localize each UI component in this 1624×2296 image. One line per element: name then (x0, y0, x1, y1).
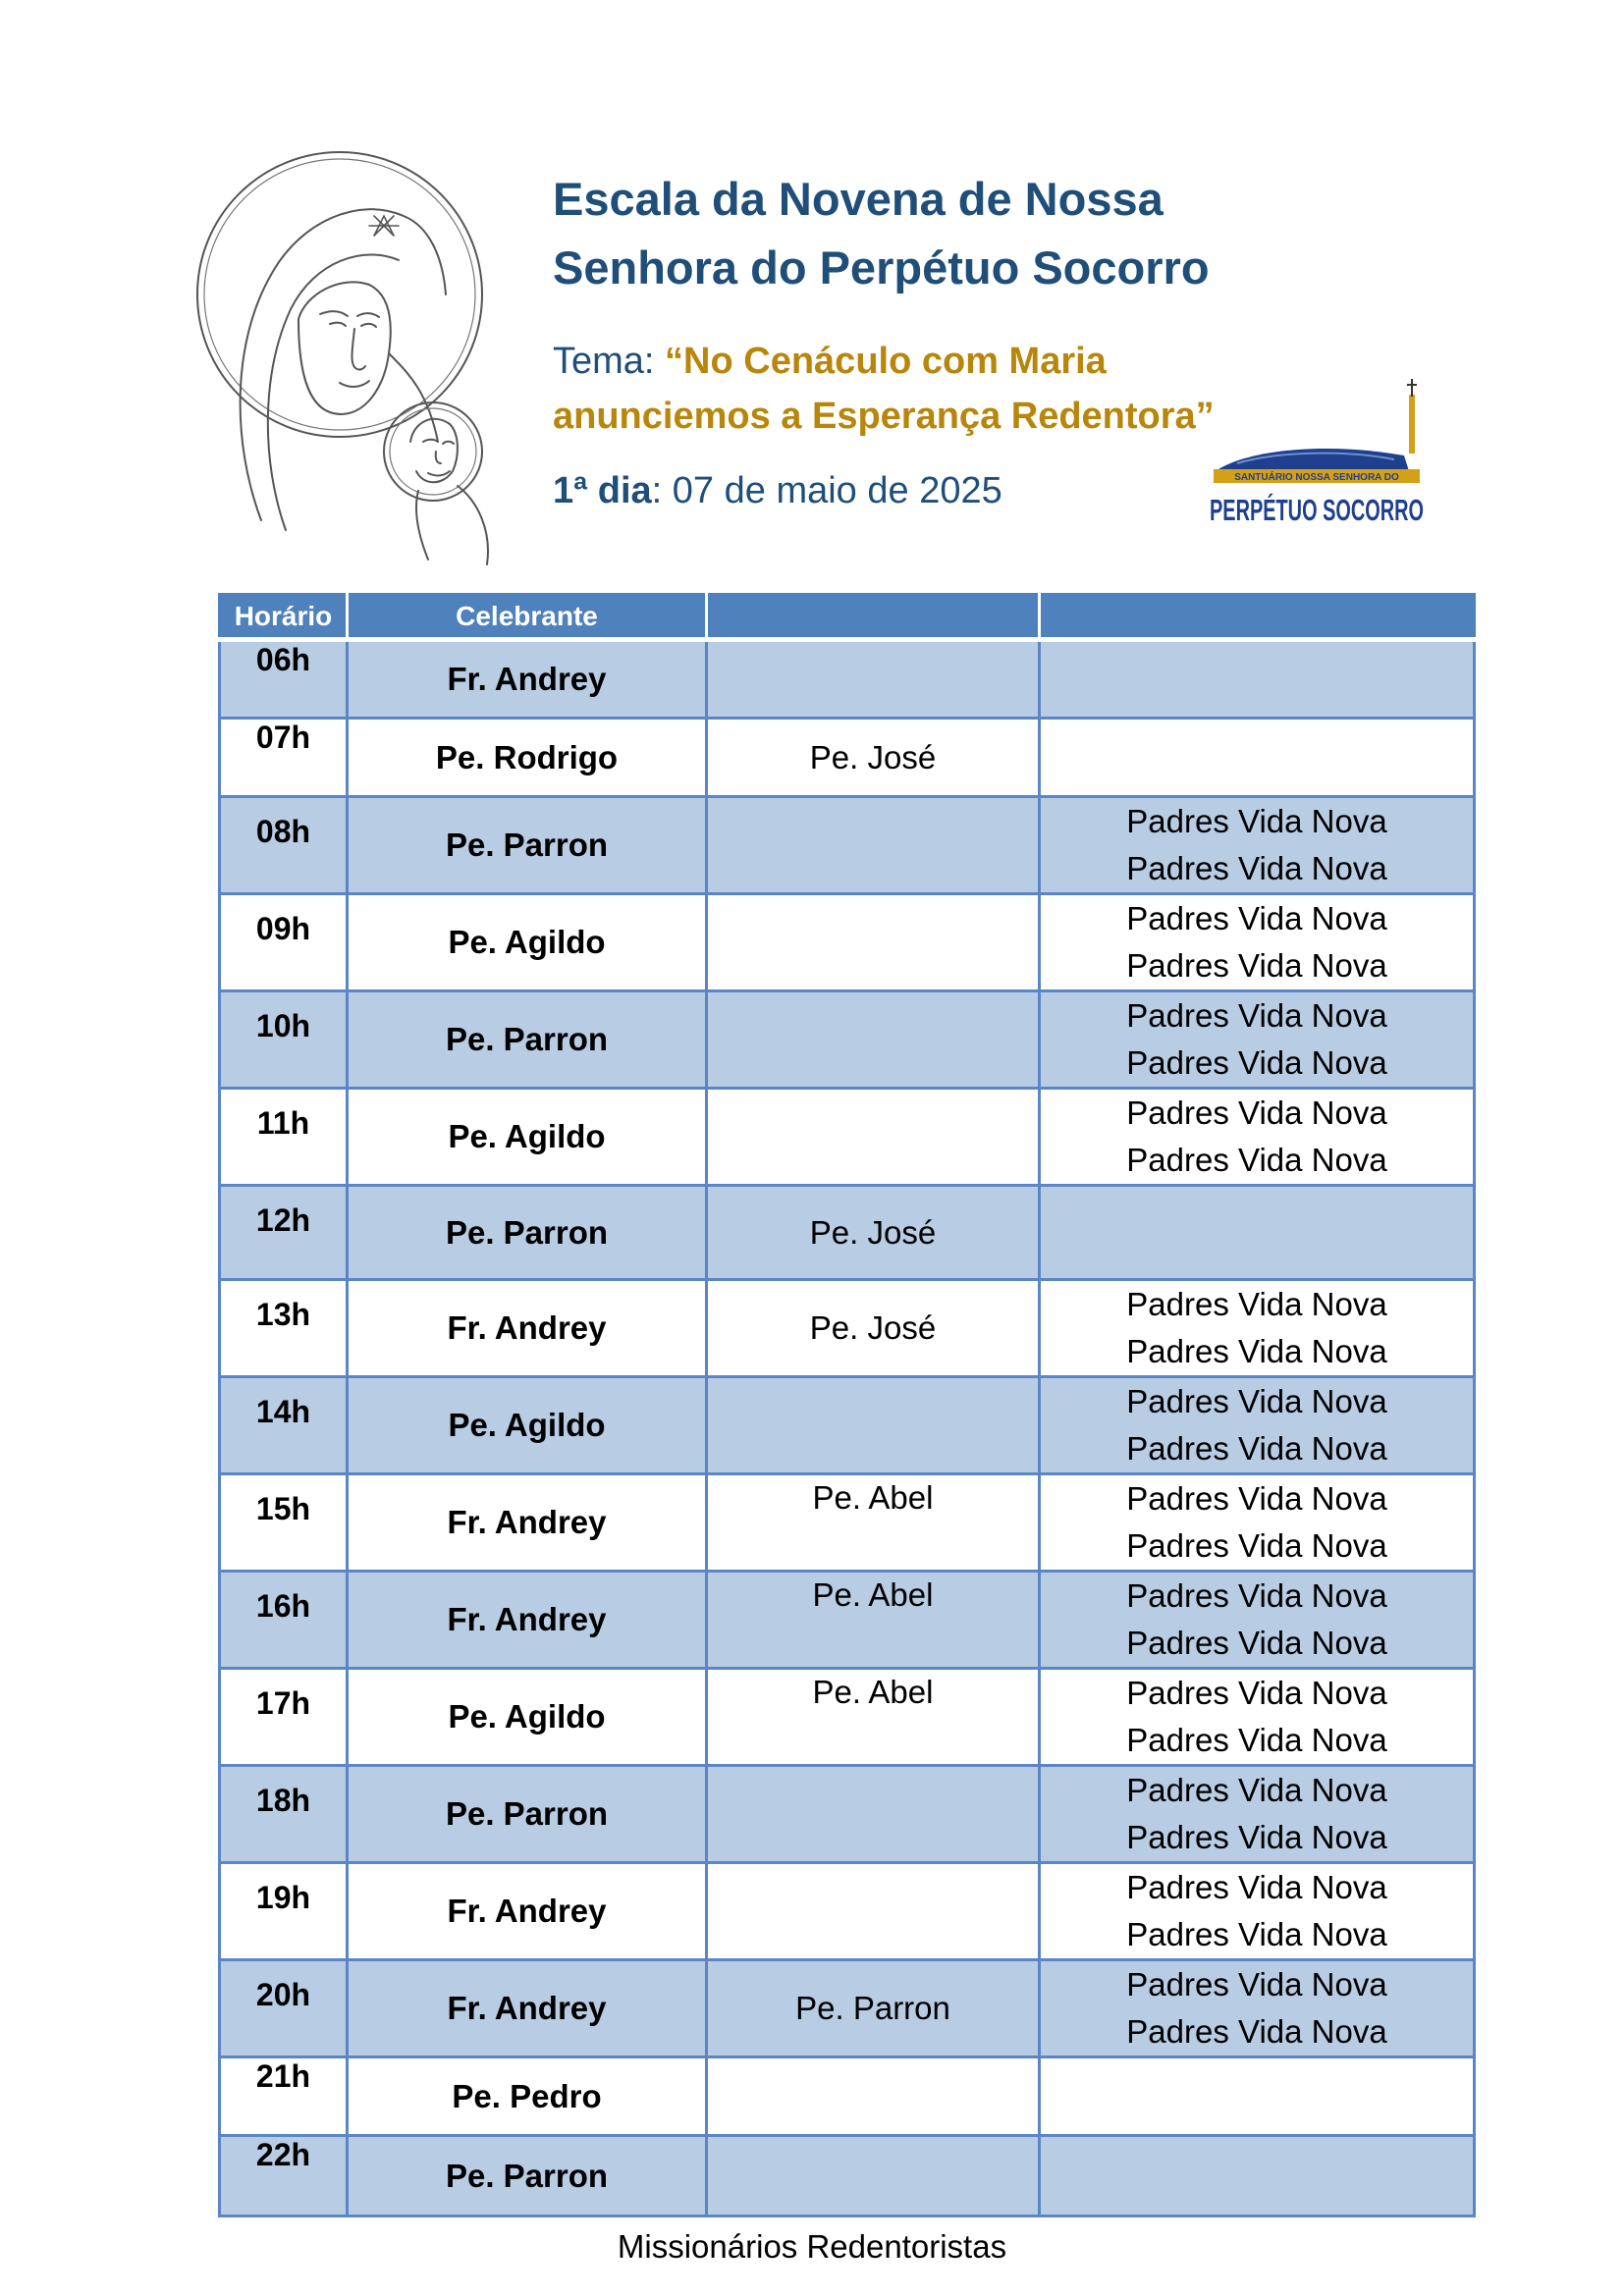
celebrant-cell: Fr. Andrey (348, 1960, 707, 2057)
confessor-line: Padres Vida Nova (1126, 1430, 1387, 1467)
assistant-cell: Pe. José (707, 719, 1040, 797)
assistant-cell (707, 797, 1040, 894)
confessor-line: Padres Vida Nova (1126, 1333, 1387, 1369)
day-date: 07 de maio de 2025 (672, 470, 1002, 511)
hour-cell: 14h (220, 1377, 348, 1474)
confessor-line: Padres Vida Nova (1126, 1625, 1387, 1661)
table-row (220, 2057, 1475, 2136)
confessor-line: Padres Vida Nova (1126, 1577, 1387, 1614)
hour-cell: 20h (220, 1960, 348, 2057)
hour-cell: 07h (220, 719, 348, 797)
hour-cell: 19h (220, 1863, 348, 1960)
table-row (220, 991, 1475, 1089)
confessor-line: Padres Vida Nova (1126, 1142, 1387, 1178)
hour-cell: 06h (220, 640, 348, 719)
table-row (220, 797, 1475, 894)
hour-cell: 08h (220, 797, 348, 894)
confessors-cell (1040, 1280, 1475, 1377)
confessor-line: Padres Vida Nova (1126, 1480, 1387, 1517)
hour-cell: 16h (220, 1572, 348, 1669)
table-row (220, 1377, 1475, 1474)
confessors-cell (1040, 1089, 1475, 1186)
assistant-cell: Pe. José (707, 1280, 1040, 1377)
assistant-cell (707, 2136, 1040, 2216)
confessors-cell (1040, 719, 1475, 797)
confessor-line: Padres Vida Nova (1126, 1772, 1387, 1808)
confessor-line: Padres Vida Nova (1126, 803, 1387, 839)
celebrant-cell: Pe. Agildo (348, 1089, 707, 1186)
hour-cell: 17h (220, 1669, 348, 1766)
celebrant-cell: Pe. Parron (348, 1186, 707, 1280)
assistant-cell (707, 1377, 1040, 1474)
footer-text: Missionários Redentoristas (617, 2228, 1007, 2265)
hour-cell: 09h (220, 894, 348, 991)
confessors-cell (1040, 797, 1475, 894)
table-row (220, 1960, 1475, 2057)
assistant-cell: Pe. Abel (707, 1669, 1040, 1766)
assistant-cell (707, 640, 1040, 719)
assistant-cell (707, 2057, 1040, 2136)
title-line-2: Senhora do Perpétuo Socorro (553, 241, 1210, 294)
celebrant-cell: Fr. Andrey (348, 1474, 707, 1572)
confessors-cell (1040, 1863, 1475, 1960)
assistant-cell (707, 1863, 1040, 1960)
hour-cell: 22h (220, 2136, 348, 2216)
celebrant-cell: Pe. Parron (348, 797, 707, 894)
table-row (220, 1186, 1475, 1280)
confessors-cell (1040, 2057, 1475, 2136)
celebrant-cell: Pe. Parron (348, 2136, 707, 2216)
table-row (220, 1089, 1475, 1186)
confessors-cell (1040, 2136, 1475, 2216)
theme-line-2: anunciemos a Esperança Redentora” (553, 396, 1215, 437)
assistant-cell: Pe. José (707, 1186, 1040, 1280)
confessors-cell (1040, 1377, 1475, 1474)
schedule-table (218, 593, 1476, 2217)
confessors-cell (1040, 1960, 1475, 2057)
confessor-line: Padres Vida Nova (1126, 1383, 1387, 1419)
assistant-cell: Pe. Abel (707, 1572, 1040, 1669)
hour-cell: 10h (220, 991, 348, 1089)
sanctuary-logo (1208, 373, 1443, 560)
table-row (220, 1863, 1475, 1960)
confessor-line: Padres Vida Nova (1126, 1819, 1387, 1855)
table-header-row (220, 595, 1475, 640)
hour-cell: 12h (220, 1186, 348, 1280)
confessor-line: Padres Vida Nova (1126, 997, 1387, 1034)
column-header-celebrante: Celebrante (348, 595, 707, 640)
confessor-line: Padres Vida Nova (1126, 1966, 1387, 2002)
table-row (220, 1280, 1475, 1377)
celebrant-cell: Pe. Agildo (348, 1377, 707, 1474)
celebrant-cell: Pe. Rodrigo (348, 719, 707, 797)
madonna-and-child-illustration (192, 147, 497, 569)
celebrant-cell: Fr. Andrey (348, 640, 707, 719)
assistant-cell (707, 1089, 1040, 1186)
celebrant-cell: Pe. Parron (348, 1766, 707, 1863)
confessor-line: Padres Vida Nova (1126, 1286, 1387, 1322)
table-row (220, 640, 1475, 719)
day-label: 1ª dia (553, 470, 652, 511)
logo-top-text: SANTUÁRIO NOSSA SENHORA DO (1234, 472, 1399, 483)
assistant-cell (707, 1766, 1040, 1863)
column-header-4 (1040, 595, 1475, 640)
confessor-line: Padres Vida Nova (1126, 1722, 1387, 1758)
confessor-line: Padres Vida Nova (1126, 2013, 1387, 2050)
assistant-cell (707, 991, 1040, 1089)
table-row (220, 894, 1475, 991)
confessor-line: Padres Vida Nova (1126, 1527, 1387, 1564)
table-row (220, 2136, 1475, 2216)
hour-cell: 13h (220, 1280, 348, 1377)
celebrant-cell: Pe. Parron (348, 991, 707, 1089)
theme-line-1: “No Cenáculo com Maria (665, 341, 1107, 382)
theme-label: Tema: (553, 341, 666, 382)
confessor-line: Padres Vida Nova (1126, 1869, 1387, 1905)
hour-cell: 21h (220, 2057, 348, 2136)
column-header-3 (707, 595, 1040, 640)
table-row (220, 1766, 1475, 1863)
hour-cell: 11h (220, 1089, 348, 1186)
day-separator: : (651, 470, 673, 511)
celebrant-cell: Pe. Agildo (348, 1669, 707, 1766)
confessor-line: Padres Vida Nova (1126, 1675, 1387, 1711)
column-header-horario: Horário (220, 595, 348, 640)
confessor-line: Padres Vida Nova (1126, 1044, 1387, 1081)
assistant-cell: Pe. Abel (707, 1474, 1040, 1572)
day-line (553, 466, 1002, 515)
confessors-cell (1040, 1186, 1475, 1280)
confessor-line: Padres Vida Nova (1126, 947, 1387, 984)
confessors-cell (1040, 640, 1475, 719)
celebrant-cell: Fr. Andrey (348, 1280, 707, 1377)
hour-cell: 18h (220, 1766, 348, 1863)
title-line-1: Escala da Novena de Nossa (553, 173, 1164, 225)
confessors-cell (1040, 991, 1475, 1089)
confessors-cell (1040, 894, 1475, 991)
confessors-cell (1040, 1766, 1475, 1863)
celebrant-cell: Pe. Agildo (348, 894, 707, 991)
confessor-line: Padres Vida Nova (1126, 1916, 1387, 1952)
confessor-line: Padres Vida Nova (1126, 1095, 1387, 1131)
hour-cell: 15h (220, 1474, 348, 1572)
celebrant-cell: Fr. Andrey (348, 1863, 707, 1960)
page-title (553, 165, 1299, 302)
confessor-line: Padres Vida Nova (1126, 900, 1387, 936)
confessors-cell (1040, 1572, 1475, 1669)
table-row (220, 1669, 1475, 1766)
theme-block (553, 334, 1299, 444)
logo-main-text: PERPÉTUO SOCORRO (1210, 493, 1424, 527)
confessors-cell (1040, 1669, 1475, 1766)
assistant-cell (707, 894, 1040, 991)
confessors-cell (1040, 1474, 1475, 1572)
celebrant-cell: Pe. Pedro (348, 2057, 707, 2136)
celebrant-cell: Fr. Andrey (348, 1572, 707, 1669)
confessor-line: Padres Vida Nova (1126, 850, 1387, 886)
table-row (220, 719, 1475, 797)
table-row (220, 1572, 1475, 1669)
assistant-cell: Pe. Parron (707, 1960, 1040, 2057)
table-row (220, 1474, 1475, 1572)
